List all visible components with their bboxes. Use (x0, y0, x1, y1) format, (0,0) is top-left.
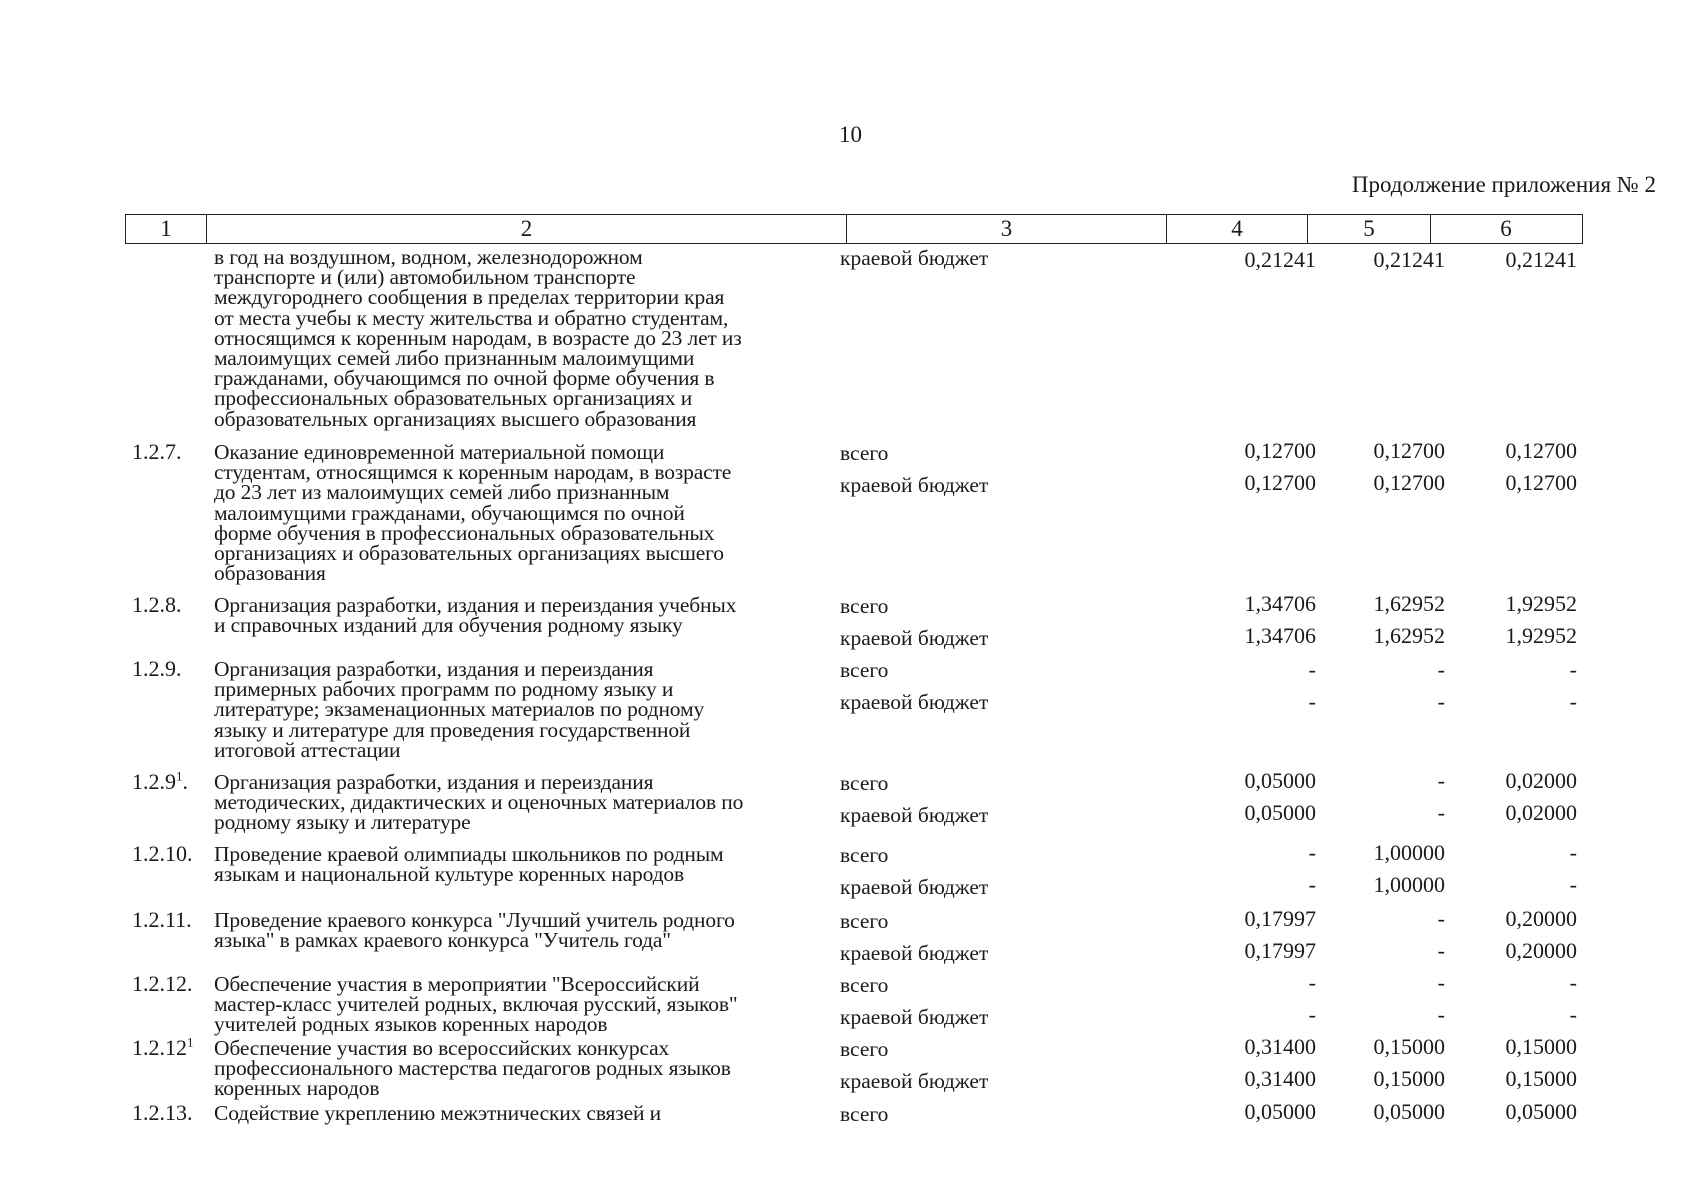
amount-value: 1,34706 (1244, 591, 1316, 616)
header-col-3: 3 (846, 215, 1166, 243)
value-column-6 (1450, 593, 1577, 657)
amount-value: 0,05000 (1373, 1099, 1445, 1124)
value-column-6 (1450, 1101, 1577, 1133)
amount-value: - (1437, 768, 1445, 793)
item-description (214, 842, 832, 887)
value-column-4 (1170, 972, 1316, 1036)
description-line: в год на воздушном, водном, железнодорожном (214, 245, 643, 269)
description-line: транспорте и (или) автомобильном транспорте (214, 265, 636, 290)
description-line: Проведение краевого конкурса "Лучший учитель родного (214, 908, 735, 932)
source-label: всего (840, 441, 889, 465)
item-number: 1.2.9$^1$. (132, 768, 188, 794)
description-line: малоимущими гражданами, обучающимся по очной (214, 500, 685, 525)
amount-value: 0,20000 (1505, 938, 1577, 963)
description-line: образовательных организациях высшего образования (214, 406, 697, 431)
value-column-4 (1170, 440, 1316, 504)
description-line: учителей родных языков коренных народов (214, 1012, 608, 1037)
description-line: образования (214, 561, 326, 586)
item-description (214, 659, 832, 760)
source-label: всего (840, 843, 889, 867)
source-label: всего (840, 909, 889, 933)
value-column-4 (1170, 908, 1316, 972)
amount-value: - (1569, 840, 1577, 865)
amount-value: 0,31400 (1244, 1066, 1316, 1091)
value-column-6 (1450, 440, 1577, 504)
amount-value: - (1569, 970, 1577, 995)
amount-value: - (1569, 689, 1577, 714)
description-line: Оказание единовременной материальной помощи (214, 440, 665, 464)
amount-value: - (1437, 800, 1445, 825)
source-label: всего (840, 1037, 889, 1061)
value-column-5 (1322, 249, 1445, 281)
description-line: организациях и образовательных организациях высшего (214, 541, 724, 566)
amount-value: - (1308, 689, 1316, 714)
amount-value: - (1437, 657, 1445, 682)
amount-value: 1,92952 (1505, 591, 1577, 616)
amount-value: - (1308, 1002, 1316, 1027)
description-line: и справочных изданий для обучения родному языку (214, 613, 683, 638)
amount-value: - (1437, 938, 1445, 963)
amount-value: 0,15000 (1373, 1034, 1445, 1059)
description-line: гражданами, обучающимся по очной форме обучения в (214, 366, 715, 391)
value-column-6 (1450, 972, 1577, 1036)
amount-value: 0,05000 (1244, 1099, 1316, 1124)
description-line: профессионального мастерства педагогов родных языков (214, 1056, 731, 1081)
amount-value: - (1437, 906, 1445, 931)
amount-value: - (1569, 1002, 1577, 1027)
amount-value: 1,34706 (1244, 623, 1316, 648)
value-column-5 (1322, 593, 1445, 657)
amount-value: 0,05000 (1244, 768, 1316, 793)
amount-value: 0,05000 (1244, 800, 1316, 825)
value-column-6 (1450, 770, 1577, 834)
amount-value: 0,15000 (1505, 1066, 1577, 1091)
description-line: языка" в рамках краевого конкурса "Учитель года" (214, 928, 671, 953)
amount-value: - (1569, 657, 1577, 682)
header-col-6: 6 (1430, 215, 1581, 243)
item-description (214, 974, 832, 1035)
amount-value: 0,02000 (1505, 768, 1577, 793)
value-column-4 (1170, 593, 1316, 657)
item-description (214, 772, 832, 833)
funding-sources (840, 1103, 1160, 1135)
funding-sources (840, 247, 1160, 279)
value-column-4 (1170, 770, 1316, 834)
continuation-note: Продолжение приложения № 2 (1351, 172, 1656, 197)
description-line: форме обучения в профессиональных образовательных (214, 520, 715, 545)
amount-value: 0,21241 (1244, 247, 1316, 272)
value-column-4 (1170, 659, 1316, 723)
funding-sources (840, 595, 1160, 659)
amount-value: 0,12700 (1505, 438, 1577, 463)
item-number: 1.2.13. (132, 1100, 193, 1125)
header-col-2: 2 (206, 215, 846, 243)
funding-sources (840, 844, 1160, 908)
value-column-6 (1450, 908, 1577, 972)
funding-sources (840, 910, 1160, 974)
item-description (214, 440, 832, 586)
funding-sources (840, 974, 1160, 1038)
source-label: краевой бюджет (840, 473, 989, 497)
source-label: краевой бюджет (840, 803, 989, 827)
item-description (214, 908, 832, 953)
value-column-6 (1450, 659, 1577, 723)
amount-value: 1,00000 (1373, 872, 1445, 897)
funding-sources (840, 659, 1160, 723)
description-line: междугороднего сообщения в пределах территории края (214, 285, 725, 310)
source-label: краевой бюджет (840, 246, 989, 270)
amount-value: - (1308, 657, 1316, 682)
value-column-5 (1322, 659, 1445, 723)
value-column-5 (1322, 842, 1445, 906)
item-description (214, 1103, 832, 1123)
source-label: всего (840, 594, 889, 618)
amount-value: 0,31400 (1244, 1034, 1316, 1059)
funding-sources (840, 442, 1160, 506)
description-line: от места учебы к месту жительства и обратно студентам, (214, 305, 729, 330)
description-line: итоговой аттестации (214, 737, 401, 762)
description-line: Обеспечение участия в мероприятии "Всероссийский (214, 972, 700, 996)
value-column-5 (1322, 972, 1445, 1036)
source-label: краевой бюджет (840, 875, 989, 899)
amount-value: 0,05000 (1505, 1099, 1577, 1124)
item-number-superscript: 1 (176, 768, 183, 784)
value-column-6 (1450, 1036, 1577, 1100)
header-col-1: 1 (160, 216, 172, 241)
description-line: малоимущих семей либо признанным малоимущими (214, 346, 695, 371)
description-line: родному языку и литературе (214, 810, 471, 835)
source-label: краевой бюджет (840, 1005, 989, 1029)
item-number: 1.2.12. (132, 971, 193, 996)
funding-sources (840, 772, 1160, 836)
amount-value: 0,21241 (1505, 247, 1577, 272)
amount-value: - (1437, 1002, 1445, 1027)
source-label: краевой бюджет (840, 690, 989, 714)
item-number: 1.2.7. (132, 439, 182, 464)
description-line: методических, дидактических и оценочных материалов по (214, 790, 744, 815)
item-number: 1.2.12$^1$ (132, 1034, 194, 1060)
amount-value: - (1437, 970, 1445, 995)
description-line: примерных рабочих программ по родному языку и (214, 677, 674, 702)
description-line: Обеспечение участия во всероссийских конкурсах (214, 1036, 670, 1060)
amount-value: 1,00000 (1373, 840, 1445, 865)
source-label: всего (840, 973, 889, 997)
source-label: всего (840, 658, 889, 682)
value-column-4 (1170, 1101, 1316, 1133)
amount-value: 0,21241 (1373, 247, 1445, 272)
amount-value: - (1308, 872, 1316, 897)
description-line: мастер-класс учителей родных, включая русский, языков" (214, 992, 738, 1017)
description-line: студентам, относящимся к коренным народам, в возрасте (214, 460, 732, 485)
source-label: краевой бюджет (840, 941, 989, 965)
amount-value: 0,12700 (1244, 470, 1316, 495)
description-line: Организация разработки, издания и переиздания (214, 770, 654, 794)
amount-value: - (1569, 872, 1577, 897)
item-number: 1.2.9. (132, 656, 182, 681)
amount-value: - (1308, 840, 1316, 865)
item-number: 1.2.10. (132, 841, 193, 866)
description-line: относящимся к коренным народам, в возрасте до 23 лет из (214, 325, 742, 350)
description-line: коренных народов (214, 1076, 380, 1101)
amount-value: 1,62952 (1373, 623, 1445, 648)
header-col-5: 5 (1307, 215, 1430, 243)
amount-value: - (1437, 689, 1445, 714)
item-description (214, 247, 832, 429)
item-number-superscript: 1 (187, 1034, 194, 1050)
amount-value: 0,12700 (1244, 438, 1316, 463)
source-label: краевой бюджет (840, 626, 989, 650)
value-column-6 (1450, 842, 1577, 906)
description-line: до 23 лет из малоимущих семей либо признанным (214, 480, 670, 505)
amount-value: 1,92952 (1505, 623, 1577, 648)
amount-value: 0,12700 (1373, 470, 1445, 495)
amount-value: 0,12700 (1373, 438, 1445, 463)
value-column-4 (1170, 249, 1316, 281)
description-line: Организация разработки, издания и переиздания (214, 657, 654, 681)
amount-value: 0,02000 (1505, 800, 1577, 825)
amount-value: 0,17997 (1244, 938, 1316, 963)
value-column-5 (1322, 1101, 1445, 1133)
value-column-6 (1450, 249, 1577, 281)
amount-value: 0,20000 (1505, 906, 1577, 931)
description-line: Проведение краевой олимпиады школьников по родным (214, 842, 724, 866)
amount-value: 0,17997 (1244, 906, 1316, 931)
funding-sources (840, 1038, 1160, 1102)
description-line: литературе; экзаменационных материалов по родному (214, 697, 705, 722)
value-column-4 (1170, 1036, 1316, 1100)
amount-value: - (1308, 970, 1316, 995)
amount-value: 1,62952 (1373, 591, 1445, 616)
item-number: 1.2.11. (132, 907, 192, 932)
source-label: всего (840, 1102, 889, 1126)
description-line: языку и литературе для проведения государственной (214, 717, 691, 742)
description-line: языкам и национальной культуре коренных народов (214, 862, 684, 887)
source-label: всего (840, 771, 889, 795)
amount-value: 0,12700 (1505, 470, 1577, 495)
item-number: 1.2.8. (132, 592, 182, 617)
header-col-4: 4 (1166, 215, 1307, 243)
value-column-4 (1170, 842, 1316, 906)
value-column-5 (1322, 770, 1445, 834)
item-description (214, 593, 832, 638)
value-column-5 (1322, 440, 1445, 504)
description-line: Содействие укреплению межэтнических связей и (214, 1101, 661, 1125)
description-line: Организация разработки, издания и переиздания учебных (214, 593, 737, 617)
value-column-5 (1322, 1036, 1445, 1100)
value-column-5 (1322, 908, 1445, 972)
page-number: 10 (839, 122, 862, 147)
source-label: краевой бюджет (840, 1069, 989, 1093)
description-line: профессиональных образовательных организациях и (214, 386, 693, 411)
amount-value: 0,15000 (1505, 1034, 1577, 1059)
item-description (214, 1038, 832, 1099)
amount-value: 0,15000 (1373, 1066, 1445, 1091)
